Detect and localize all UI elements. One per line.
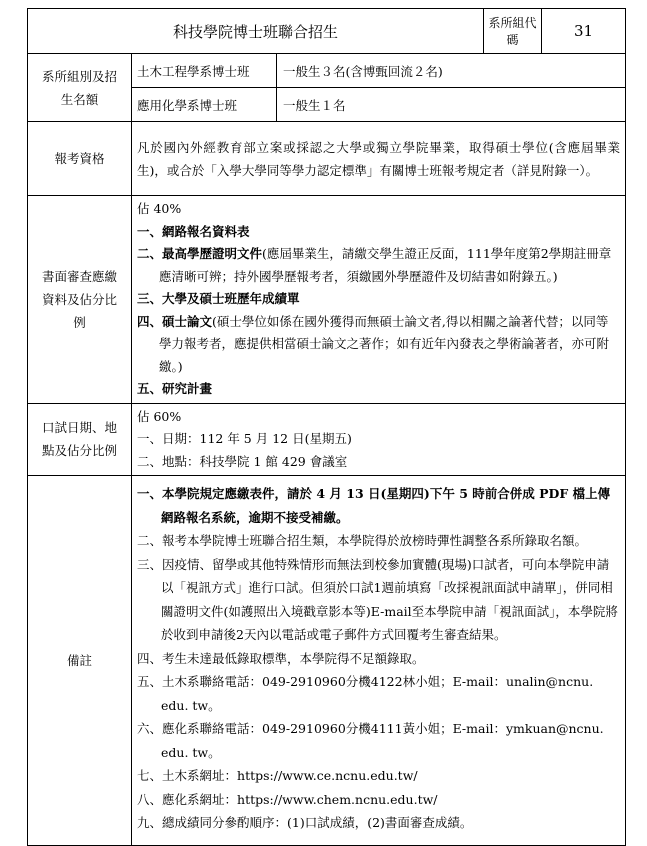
note-item-9-num: 九、 (137, 815, 163, 830)
note-item-4-text: 考生未達最低錄取標準，本學院得不足額錄取。 (162, 650, 425, 666)
admission-table (27, 8, 626, 846)
review-item-1 (137, 221, 620, 244)
note-item-6 (137, 717, 620, 764)
review-item-2-num: 二、 (137, 246, 163, 261)
review-item-5-num: 五、 (137, 381, 163, 396)
qualification-text: 凡於國內外經教育部立案或採認之大學或獨立學院畢業，取得碩士學位(含應屆畢業生)，或合於「入學大學同等學力認定標準」有關博士班報考規定者（詳見附錄一）。 (132, 122, 626, 196)
review-item-4-desc: (碩士學位如係在國外獲得而無碩士論文者,得以相關之論著代替；以同等學力報考者，應提供相當碩士論文之著作；如有近年內發表之學術論著者，亦可附繳。) (159, 313, 610, 374)
review-item-3 (137, 288, 620, 311)
review-item-4-title: 碩士論文 (162, 313, 213, 329)
admission-sheet (27, 8, 625, 846)
note-item-7-num: 七、 (137, 768, 163, 783)
dept-quota-label: 系所組別及招生名額 (28, 54, 132, 122)
qualification-row (28, 122, 626, 196)
qualification-label: 報考資格 (28, 122, 132, 196)
note-item-6-text: 應化系聯絡電話：049-2910960分機4111黃小姐；E-mail：ymkuan@ncnu. edu. tw。 (161, 721, 604, 760)
dept-row-1 (28, 54, 626, 88)
note-item-6-num: 六、 (137, 721, 163, 736)
review-item-2-desc: (應屆畢業生，請繳交學生證正反面，111學年度第2學期註冊章應清晰可辨；持外國學歷報考者，須繳國外學歷證件及切結書如附錄五。) (159, 246, 612, 284)
note-item-3-text: 因疫情、留學或其他特殊情形而無法到校參加實體(現場)口試者，可向本學院申請以「視訊方式」進行口試。但須於口試1週前填寫「改採視訊面試申請單」，併同相關證明文件(如護照出入境戳章影本等)E-mail至本學院申請「視訊面試」，本學院將於收到申請後2天內以電話或電子郵件方式回覆考生審查結果。 (161, 556, 618, 642)
oral-row (28, 403, 626, 476)
review-item-1-title: 網路報名資料表 (162, 223, 250, 239)
review-item-4 (137, 311, 620, 379)
note-item-8 (137, 788, 620, 812)
notes-label: 備註 (28, 476, 132, 846)
header-row (28, 9, 626, 54)
note-item-5 (137, 670, 620, 717)
note-item-2-num: 二、 (137, 533, 163, 548)
quota-civil: 一般生３名(含博甄回流２名) (277, 54, 626, 88)
dept-name-chem: 應用化學系博士班 (132, 88, 277, 122)
review-item-3-num: 三、 (137, 291, 163, 306)
oral-date: 一、日期：112 年 5 月 12 日(星期五) (137, 431, 352, 446)
note-item-2 (137, 529, 620, 553)
note-item-3 (137, 553, 620, 647)
code-label: 系所組代碼 (484, 9, 542, 54)
note-item-4 (137, 647, 620, 671)
notes-row (28, 476, 626, 846)
note-item-1-text: 本學院規定應繳表件，請於 4 月 13 日(星期四)下午 5 時前合併成 PDF 檔上傳網路報名系統，逾期不接受補繳。 (161, 486, 611, 525)
note-item-2-text: 報考本學院博士班聯合招生類，本學院得於放榜時彈性調整各系所錄取名額。 (162, 533, 588, 548)
dept-name-civil: 土木工程學系博士班 (132, 54, 277, 88)
note-item-9-text: 總成績同分參酌順序：(1)口試成績，(2)書面審查成績。 (162, 815, 473, 830)
note-item-8-text: 應化系網址：https://www.chem.ncnu.edu.tw/ (162, 791, 438, 807)
note-item-9 (137, 811, 620, 835)
note-item-4-num: 四、 (137, 650, 163, 666)
oral-label: 口試日期、地點及佔分比例 (28, 403, 132, 476)
review-item-5 (137, 378, 620, 401)
review-percent: 佔 40% (137, 201, 182, 216)
code-value: 31 (542, 9, 626, 54)
review-item-4-num: 四、 (137, 313, 163, 329)
review-item-2 (137, 243, 620, 288)
note-item-3-num: 三、 (137, 556, 163, 572)
note-item-7 (137, 764, 620, 788)
note-item-1 (137, 482, 620, 529)
note-item-7-text: 土木系網址：https://www.ce.ncnu.edu.tw/ (162, 768, 418, 783)
note-item-5-text: 土木系聯絡電話：049-2910960分機4122林小姐；E-mail：unalin@ncnu. edu. tw。 (161, 674, 594, 713)
oral-percent: 佔 60% (137, 408, 182, 424)
review-label: 書面審查應繳資料及佔分比例 (28, 196, 132, 404)
review-item-2-title: 最高學歷證明文件 (162, 246, 263, 261)
note-item-5-num: 五、 (137, 674, 163, 689)
oral-place: 二、地點：科技學院 1 館 429 會議室 (137, 453, 348, 469)
review-item-3-title: 大學及碩士班歷年成績單 (162, 291, 300, 306)
review-item-1-num: 一、 (137, 223, 163, 239)
note-item-1-num: 一、 (137, 486, 163, 501)
review-row (28, 196, 626, 404)
quota-chem: 一般生１名 (277, 88, 626, 122)
notes-list (132, 476, 626, 846)
note-item-8-num: 八、 (137, 791, 163, 807)
program-title: 科技學院博士班聯合招生 (28, 9, 484, 54)
review-item-5-title: 研究計畫 (162, 381, 213, 396)
